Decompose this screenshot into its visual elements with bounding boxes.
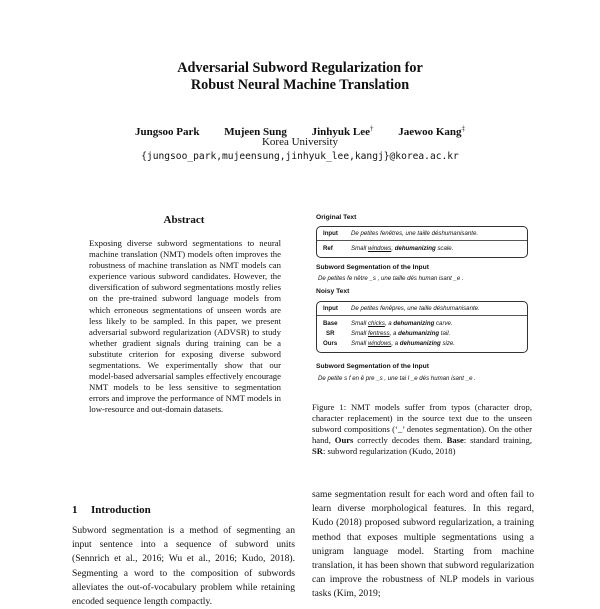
author-emails: {jungsoo_park,mujeensung,jinhyuk_lee,kangj}@korea.ac.kr — [141, 151, 459, 162]
paper-title-line-1: Adversarial Subword Regularization for — [177, 60, 423, 76]
subword-seg-text-2: De petite s f en ê pre _s , une tai l _e dés human isant _e . — [318, 375, 476, 382]
row-divider — [317, 240, 527, 241]
section-number: 1 — [72, 504, 78, 516]
author: Jaewoo Kang‡ — [398, 124, 466, 138]
ref-label: Ref — [323, 245, 333, 252]
input-text: De petites fenêtres, une taille déshumanisante. — [351, 230, 479, 237]
sr-text: Small fentress, a dehumanizing tail. — [351, 330, 451, 337]
noisy-input-label: Input — [323, 305, 338, 312]
base-text: Small chicks, a dehumanizing carve. — [351, 320, 453, 327]
ref-text: Small windows, dehumanizing scale. — [351, 245, 454, 252]
sr-label: SR — [326, 330, 335, 337]
ours-text: Small windows, a dehumanizing size. — [351, 340, 455, 347]
subword-seg-text-1: De petites fe nêtre _s , une taille dés human isant _e . — [318, 275, 464, 282]
author: Mujeen Sung — [224, 125, 287, 138]
section-title: Introduction — [91, 504, 151, 516]
original-text-label: Original Text — [316, 214, 357, 221]
row-divider — [317, 315, 527, 316]
right-column-paragraph: same segmentation result for each word and often fail to learn diverse morphological features. In this regard, Kudo (2018) proposed subword regularization, a training method that exposes multiple segmentations using a unigram language model. Starting from machine translation, it has been shown that subword regularization can improve the robustness of NLP models in various tasks (Kim, 2019; — [312, 489, 534, 600]
base-label: Base — [323, 320, 338, 327]
input-label: Input — [323, 230, 338, 237]
figure-caption: Figure 1: NMT models suffer from typos (character drop, character replacement) in the source text due to the unseen subword compositions (‘_’ denotes segmentation). On the other hand, Ours correctly decodes them. Base: standard training, SR: subword regularization (Kudo, 2018) — [312, 402, 532, 457]
subword-seg-label-2: Subword Segmentation of the Input — [316, 363, 429, 370]
subword-seg-label-1: Subword Segmentation of the Input — [316, 264, 429, 271]
author: Jinhyuk Lee† — [311, 124, 374, 138]
abstract-heading: Abstract — [163, 214, 205, 226]
intro-paragraph: Subword segmentation is a method of segmenting an input sentence into a sequence of subword units (Sennrich et al., 2016; Wu et al., 2016; Kudo, 2018). Segmenting a word to the composition of subwords alleviates the out-of-vocabulary problem while retaining encoded sequence length compactly. — [72, 525, 295, 608]
abstract-body: Exposing diverse subword segmentations to neural machine translation (NMT) models often improves the robustness of machine translation as NMT models can experience various subword candidates. However, the diversification of subword segmentations mostly relies on the pre-trained subword language models from which erroneous segmentations of unseen words are less likely to be sampled. In this paper, we present adversarial subword regularization (ADVSR) to study whether gradient signals during training can be a substitute criterion for exposing diverse subword segmentations. We experimentally show that our model-based adversarial samples effectively encourage NMT models to be less sensitive to segmentation errors and improve the performance of NMT models in low-resource and out-domain datasets. — [89, 238, 281, 415]
original-text-box — [316, 226, 528, 258]
noisy-text-label: Noisy Text — [316, 288, 350, 295]
ours-label: Ours — [323, 340, 338, 347]
author: Jungsoo Park — [134, 125, 200, 138]
noisy-input-text: De petites fenêpres, une taille déshumanisante. — [351, 305, 480, 312]
noisy-text-box — [316, 301, 528, 353]
section-heading — [72, 504, 151, 516]
affiliation: Korea University — [261, 136, 339, 148]
paper-title-line-2: Robust Neural Machine Translation — [190, 77, 410, 93]
